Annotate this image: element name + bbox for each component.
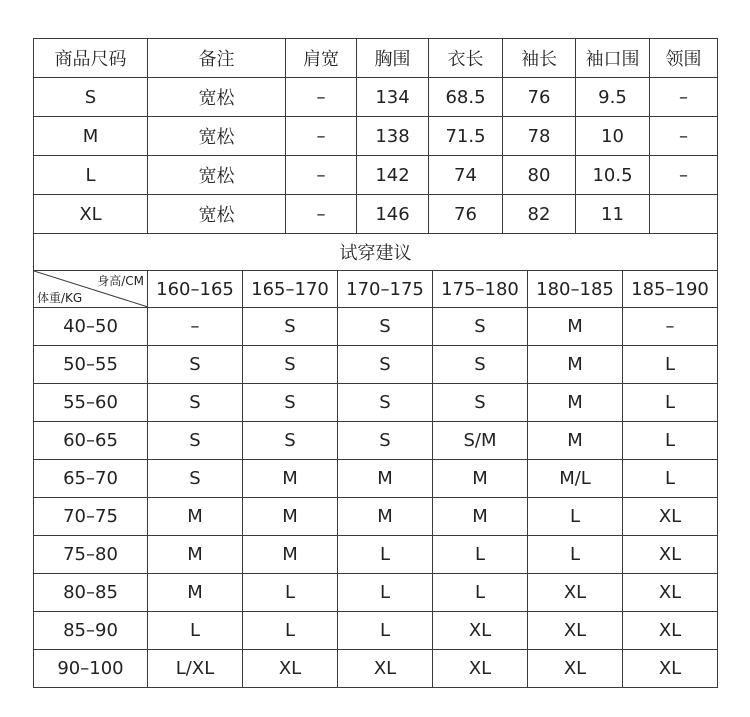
recommended-size-cell: L <box>338 574 433 612</box>
recommended-size-cell: XL <box>623 536 718 574</box>
size-chart-cell: 74 <box>429 156 503 195</box>
size-chart-cell: 82 <box>503 195 576 234</box>
recommended-size-cell: M <box>528 422 623 460</box>
size-chart-cell: – <box>286 78 357 117</box>
size-chart-cell: XL <box>34 195 148 234</box>
fit-guide-table <box>33 233 718 688</box>
recommended-size-cell: M <box>528 308 623 346</box>
fit-guide-row <box>34 346 718 384</box>
recommended-size-cell: M <box>338 460 433 498</box>
recommended-size-cell: – <box>148 308 243 346</box>
size-chart-cell: 11 <box>576 195 650 234</box>
fit-guide-header-row <box>34 271 718 308</box>
recommended-size-cell: S <box>338 308 433 346</box>
size-chart-cell: – <box>286 156 357 195</box>
size-chart-cell: 138 <box>357 117 429 156</box>
size-chart-row <box>34 78 718 117</box>
size-chart-header-cell: 肩宽 <box>286 39 357 78</box>
recommended-size-cell: S/M <box>433 422 528 460</box>
recommended-size-cell: M <box>148 498 243 536</box>
fit-guide-row <box>34 612 718 650</box>
recommended-size-cell: M <box>528 346 623 384</box>
recommended-size-cell: L <box>623 460 718 498</box>
recommended-size-cell: XL <box>243 650 338 688</box>
recommended-size-cell: L <box>528 536 623 574</box>
size-chart-cell: 71.5 <box>429 117 503 156</box>
recommended-size-cell: S <box>243 346 338 384</box>
fit-guide-corner-cell <box>34 271 148 308</box>
recommended-size-cell: L <box>243 612 338 650</box>
recommended-size-cell: M/L <box>528 460 623 498</box>
size-chart-cell: – <box>286 117 357 156</box>
fit-guide-title: 试穿建议 <box>34 234 718 271</box>
recommended-size-cell: M <box>243 536 338 574</box>
recommended-size-cell: XL <box>623 612 718 650</box>
size-chart-cell: – <box>286 195 357 234</box>
height-range-cell: 170–175 <box>338 271 433 308</box>
weight-range-cell: 55–60 <box>34 384 148 422</box>
recommended-size-cell: M <box>148 574 243 612</box>
recommended-size-cell: M <box>433 498 528 536</box>
recommended-size-cell: S <box>338 422 433 460</box>
recommended-size-cell: – <box>623 308 718 346</box>
recommended-size-cell: S <box>243 384 338 422</box>
size-chart-cell: 宽松 <box>148 78 286 117</box>
fit-guide-row <box>34 384 718 422</box>
recommended-size-cell: L <box>338 612 433 650</box>
size-chart-container <box>33 38 717 688</box>
recommended-size-cell: L <box>623 346 718 384</box>
recommended-size-cell: XL <box>623 650 718 688</box>
size-chart-cell: 宽松 <box>148 156 286 195</box>
size-chart-header-cell: 商品尺码 <box>34 39 148 78</box>
size-chart-cell: 78 <box>503 117 576 156</box>
size-chart-header-cell: 袖长 <box>503 39 576 78</box>
weight-axis-label: 体重/KG <box>37 291 83 305</box>
size-chart-cell: 68.5 <box>429 78 503 117</box>
recommended-size-cell: S <box>148 422 243 460</box>
size-chart-table <box>33 38 718 234</box>
recommended-size-cell: L <box>243 574 338 612</box>
recommended-size-cell: S <box>433 384 528 422</box>
size-chart-row <box>34 117 718 156</box>
fit-guide-row <box>34 308 718 346</box>
recommended-size-cell: L <box>338 536 433 574</box>
height-range-cell: 175–180 <box>433 271 528 308</box>
weight-range-cell: 80–85 <box>34 574 148 612</box>
recommended-size-cell: S <box>433 308 528 346</box>
height-range-cell: 185–190 <box>623 271 718 308</box>
size-chart-cell: 76 <box>429 195 503 234</box>
height-axis-label: 身高/CM <box>97 274 144 288</box>
size-chart-header-cell: 备注 <box>148 39 286 78</box>
recommended-size-cell: S <box>338 384 433 422</box>
recommended-size-cell: L <box>433 536 528 574</box>
fit-guide-row <box>34 574 718 612</box>
recommended-size-cell: XL <box>433 650 528 688</box>
recommended-size-cell: XL <box>528 612 623 650</box>
height-range-cell: 165–170 <box>243 271 338 308</box>
recommended-size-cell: M <box>243 498 338 536</box>
size-chart-cell: 76 <box>503 78 576 117</box>
size-chart-cell: 146 <box>357 195 429 234</box>
size-chart-cell <box>650 195 718 234</box>
recommended-size-cell: S <box>148 460 243 498</box>
recommended-size-cell: L/XL <box>148 650 243 688</box>
fit-guide-row <box>34 498 718 536</box>
recommended-size-cell: XL <box>528 650 623 688</box>
size-chart-cell: 9.5 <box>576 78 650 117</box>
weight-range-cell: 60–65 <box>34 422 148 460</box>
size-chart-header-cell: 衣长 <box>429 39 503 78</box>
height-range-cell: 180–185 <box>528 271 623 308</box>
recommended-size-cell: XL <box>433 612 528 650</box>
recommended-size-cell: XL <box>623 574 718 612</box>
weight-range-cell: 90–100 <box>34 650 148 688</box>
recommended-size-cell: S <box>338 346 433 384</box>
size-chart-cell: 80 <box>503 156 576 195</box>
fit-guide-row <box>34 422 718 460</box>
size-chart-cell: 宽松 <box>148 117 286 156</box>
size-chart-header-row <box>34 39 718 78</box>
fit-guide-row <box>34 460 718 498</box>
recommended-size-cell: L <box>433 574 528 612</box>
recommended-size-cell: M <box>433 460 528 498</box>
size-chart-cell: M <box>34 117 148 156</box>
recommended-size-cell: XL <box>338 650 433 688</box>
recommended-size-cell: S <box>148 384 243 422</box>
weight-range-cell: 85–90 <box>34 612 148 650</box>
recommended-size-cell: M <box>528 384 623 422</box>
size-chart-cell: 宽松 <box>148 195 286 234</box>
recommended-size-cell: S <box>243 308 338 346</box>
recommended-size-cell: XL <box>528 574 623 612</box>
size-chart-cell: 142 <box>357 156 429 195</box>
size-chart-row <box>34 156 718 195</box>
recommended-size-cell: S <box>243 422 338 460</box>
recommended-size-cell: M <box>243 460 338 498</box>
recommended-size-cell: M <box>338 498 433 536</box>
weight-range-cell: 65–70 <box>34 460 148 498</box>
recommended-size-cell: L <box>623 422 718 460</box>
recommended-size-cell: L <box>148 612 243 650</box>
size-chart-cell: – <box>650 78 718 117</box>
size-chart-cell: S <box>34 78 148 117</box>
weight-range-cell: 75–80 <box>34 536 148 574</box>
recommended-size-cell: S <box>433 346 528 384</box>
recommended-size-cell: S <box>148 346 243 384</box>
recommended-size-cell: XL <box>623 498 718 536</box>
size-chart-cell: 10.5 <box>576 156 650 195</box>
height-range-cell: 160–165 <box>148 271 243 308</box>
size-chart-cell: 10 <box>576 117 650 156</box>
fit-guide-row <box>34 536 718 574</box>
size-chart-header-cell: 领围 <box>650 39 718 78</box>
size-chart-row <box>34 195 718 234</box>
recommended-size-cell: L <box>528 498 623 536</box>
size-chart-cell: – <box>650 117 718 156</box>
size-chart-cell: – <box>650 156 718 195</box>
size-chart-header-cell: 袖口围 <box>576 39 650 78</box>
size-chart-cell: 134 <box>357 78 429 117</box>
weight-range-cell: 70–75 <box>34 498 148 536</box>
recommended-size-cell: M <box>148 536 243 574</box>
size-chart-header-cell: 胸围 <box>357 39 429 78</box>
weight-range-cell: 40–50 <box>34 308 148 346</box>
recommended-size-cell: L <box>623 384 718 422</box>
weight-range-cell: 50–55 <box>34 346 148 384</box>
fit-guide-row <box>34 650 718 688</box>
size-chart-cell: L <box>34 156 148 195</box>
